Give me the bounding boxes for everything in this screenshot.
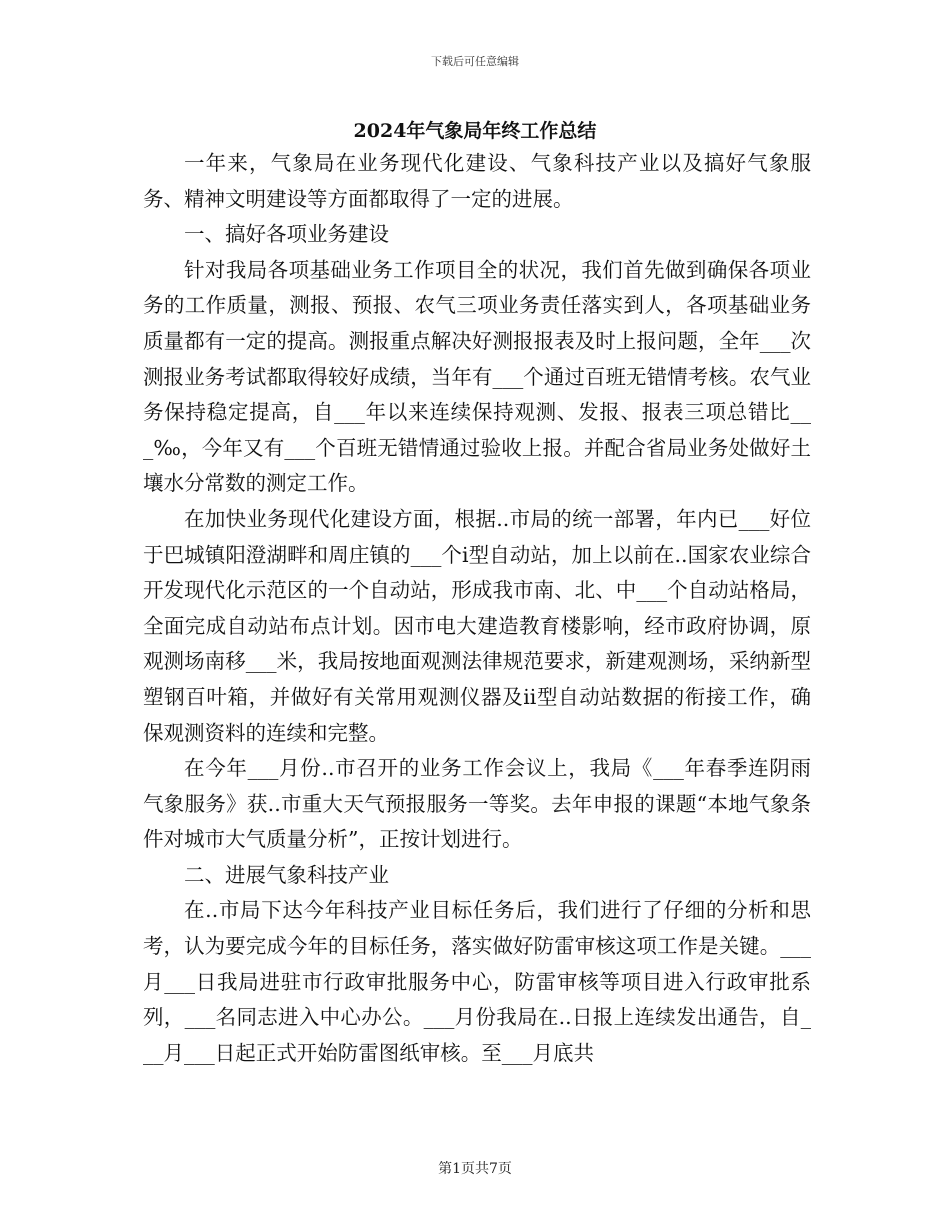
paragraph-1: 针对我局各项基础业务工作项目全的状况，我们首先做到确保各项业务的工作质量，测报、预报、农气三项业务责任落实到人，各项基础业务质量都有一定的提高。测报重点解决好测报报表及时上报问题，全年___次测报业务考试都取得较好成绩，当年有___个通过百班无错情考核。农气业务保持稳定提高，自___年以来连续保持观测、发报、报表三项总错比___‰，今年又有___个百班无错情通过验收上报。并配合省局业务处做好土壤水分常数的测定工作。 xyxy=(143,257,811,496)
page-footer: 第1页共7页 xyxy=(438,1161,512,1177)
paragraph-4: 在..市局下达今年科技产业目标任务后，我们进行了仔细的分析和思考，认为要完成今年的目标任务，落实做好防雷审核这项工作是关键。___月___日我局进驻市行政审批服务中心，防雷审核等项目进入行政审批系列，___名同志进入中心办公。___月份我局在..日报上连续发出通告，自___月___日起正式开始防雷图纸审核。至___月底共 xyxy=(143,898,811,1065)
paragraph-2: 在加快业务现代化建设方面，根据..市局的统一部署，年内已___好位于巴城镇阳澄湖畔和周庄镇的___个i型自动站，加上以前在..国家农业综合开发现代化示范区的一个自动站，形成我市南、北、中___个自动站格局，全面完成自动站布点计划。因市电大建造教育楼影响，经市政府协调，原观测场南移___米，我局按地面观测法律规范要求，新建观测场，采纳新型塑钢百叶箱，并做好有关常用观测仪器及ii型自动站数据的衔接工作，确保观测资料的连续和完整。 xyxy=(143,506,811,745)
paragraph-3: 在今年___月份..市召开的业务工作会议上，我局《___年春季连阴雨气象服务》获..市重大天气预报服务一等奖。去年申报的课题“本地气象条件对城市大气质量分析”，正按计划进行。 xyxy=(143,756,811,852)
paragraph-intro: 一年来，气象局在业务现代化建设、气象科技产业以及搞好气象服务、精神文明建设等方面都取得了一定的进展。 xyxy=(143,151,811,211)
document-title: 2024年气象局年终工作总结 xyxy=(353,120,597,142)
section-heading-1: 一、搞好各项业务建设 xyxy=(184,222,389,247)
document-body xyxy=(143,146,811,1071)
header-note: 下载后可任意编辑 xyxy=(431,55,519,68)
section-heading-2: 二、进展气象科技产业 xyxy=(184,862,389,887)
